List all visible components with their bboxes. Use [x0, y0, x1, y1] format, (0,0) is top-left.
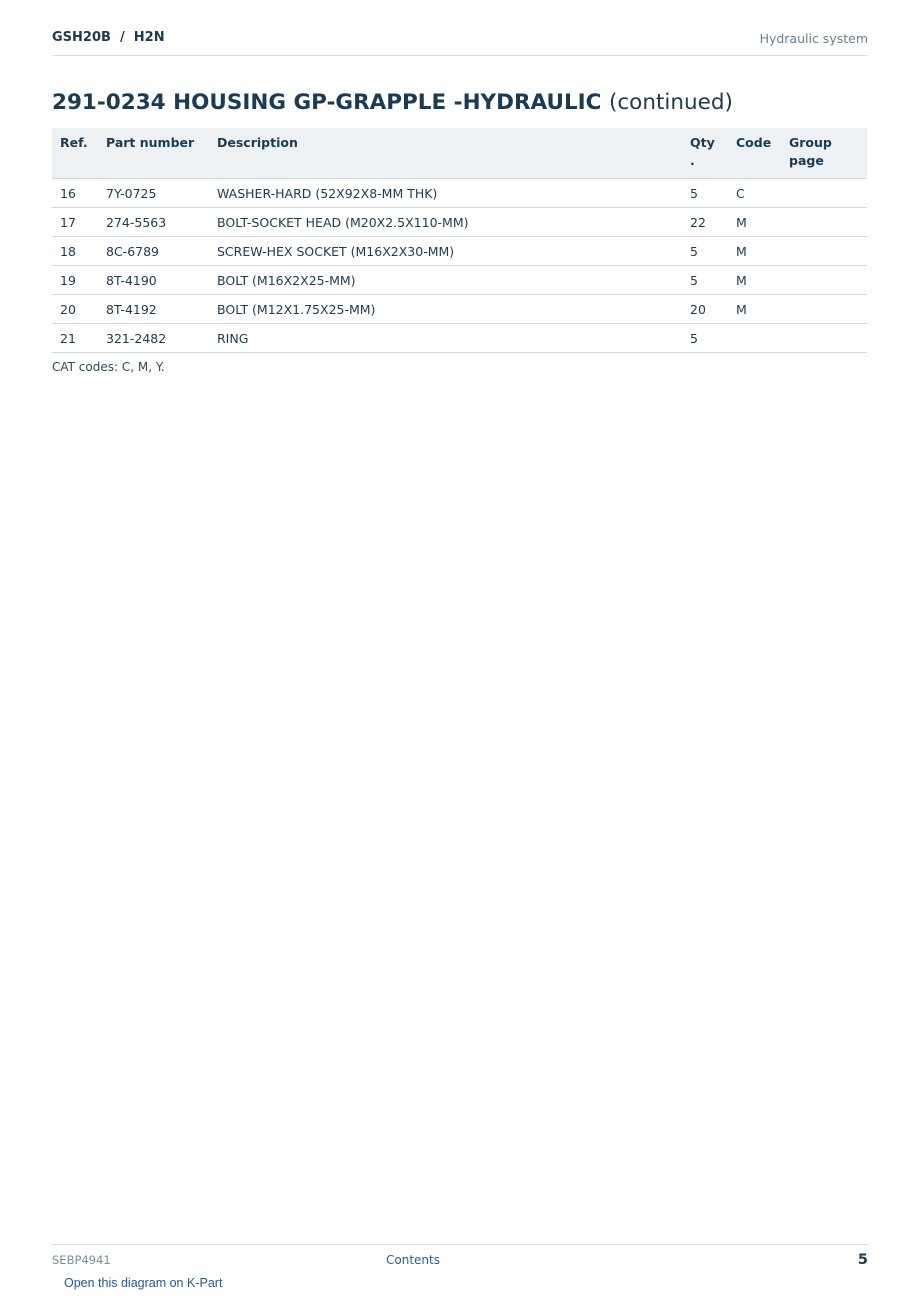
description-cell: SCREW-HEX SOCKET (M16X2X30-MM) [209, 237, 682, 266]
group-page-cell [781, 179, 867, 208]
column-header-description: Description [209, 128, 682, 179]
description-cell: BOLT (M16X2X25-MM) [209, 266, 682, 295]
table-row [52, 324, 867, 353]
page-header [52, 28, 868, 56]
header-row [52, 128, 867, 179]
group-page-cell [781, 324, 867, 353]
column-header-qty-line1: Qty [690, 135, 715, 150]
open-kpart-link[interactable]: Open this diagram on K-Part [64, 1276, 223, 1290]
table-row [52, 237, 867, 266]
qty-cell: 5 [682, 324, 728, 353]
column-header-group-line2: page [789, 153, 824, 168]
qty-cell: 5 [682, 179, 728, 208]
page-footer [52, 1244, 868, 1275]
parts-table-body [52, 179, 867, 353]
table-row [52, 266, 867, 295]
ref-cell: 19 [52, 266, 98, 295]
contents-link[interactable]: Contents [386, 1253, 440, 1267]
qty-cell: 22 [682, 208, 728, 237]
qty-cell: 5 [682, 237, 728, 266]
page-number: 5 [857, 1252, 868, 1268]
ref-cell: 20 [52, 295, 98, 324]
part-number-cell: 7Y-0725 [98, 179, 209, 208]
qty-cell: 20 [682, 295, 728, 324]
code-cell: C [728, 179, 781, 208]
assembly-title: 291-0234 HOUSING GP-GRAPPLE -HYDRAULIC [52, 90, 602, 115]
column-header-group-line1: Group [789, 135, 832, 150]
column-header-code: Code [728, 128, 781, 179]
page-title [52, 88, 733, 118]
group-page-cell [781, 295, 867, 324]
table-row [52, 179, 867, 208]
code-cell: M [728, 208, 781, 237]
column-header-qty [682, 128, 728, 179]
parts-table-header [52, 128, 867, 179]
group-page-cell [781, 237, 867, 266]
column-header-group-page [781, 128, 867, 179]
code-cell: M [728, 237, 781, 266]
description-cell: BOLT-SOCKET HEAD (M20X2.5X110-MM) [209, 208, 682, 237]
part-number-cell: 8T-4192 [98, 295, 209, 324]
cat-codes-note: CAT codes: C, M, Y. [52, 360, 165, 374]
column-header-part-number: Part number [98, 128, 209, 179]
code-cell: M [728, 295, 781, 324]
part-number-cell: 321-2482 [98, 324, 209, 353]
part-number-cell: 274-5563 [98, 208, 209, 237]
ref-cell: 17 [52, 208, 98, 237]
part-number-cell: 8C-6789 [98, 237, 209, 266]
table-row [52, 208, 867, 237]
group-page-cell [781, 208, 867, 237]
description-cell: BOLT (M12X1.75X25-MM) [209, 295, 682, 324]
section-name: Hydraulic system [759, 31, 868, 46]
column-header-ref: Ref. [52, 128, 98, 179]
part-number-cell: 8T-4190 [98, 266, 209, 295]
continued-label: (continued) [608, 90, 733, 115]
column-header-qty-line2: . [690, 153, 695, 168]
code-cell: M [728, 266, 781, 295]
description-cell: RING [209, 324, 682, 353]
document-id: SEBP4941 [52, 1253, 111, 1267]
parts-table [52, 128, 867, 353]
description-cell: WASHER-HARD (52X92X8-MM THK) [209, 179, 682, 208]
ref-cell: 18 [52, 237, 98, 266]
ref-cell: 21 [52, 324, 98, 353]
group-page-cell [781, 266, 867, 295]
ref-cell: 16 [52, 179, 98, 208]
table-row [52, 295, 867, 324]
qty-cell: 5 [682, 266, 728, 295]
model-name: GSH20B / H2N [52, 30, 165, 45]
code-cell [728, 324, 781, 353]
